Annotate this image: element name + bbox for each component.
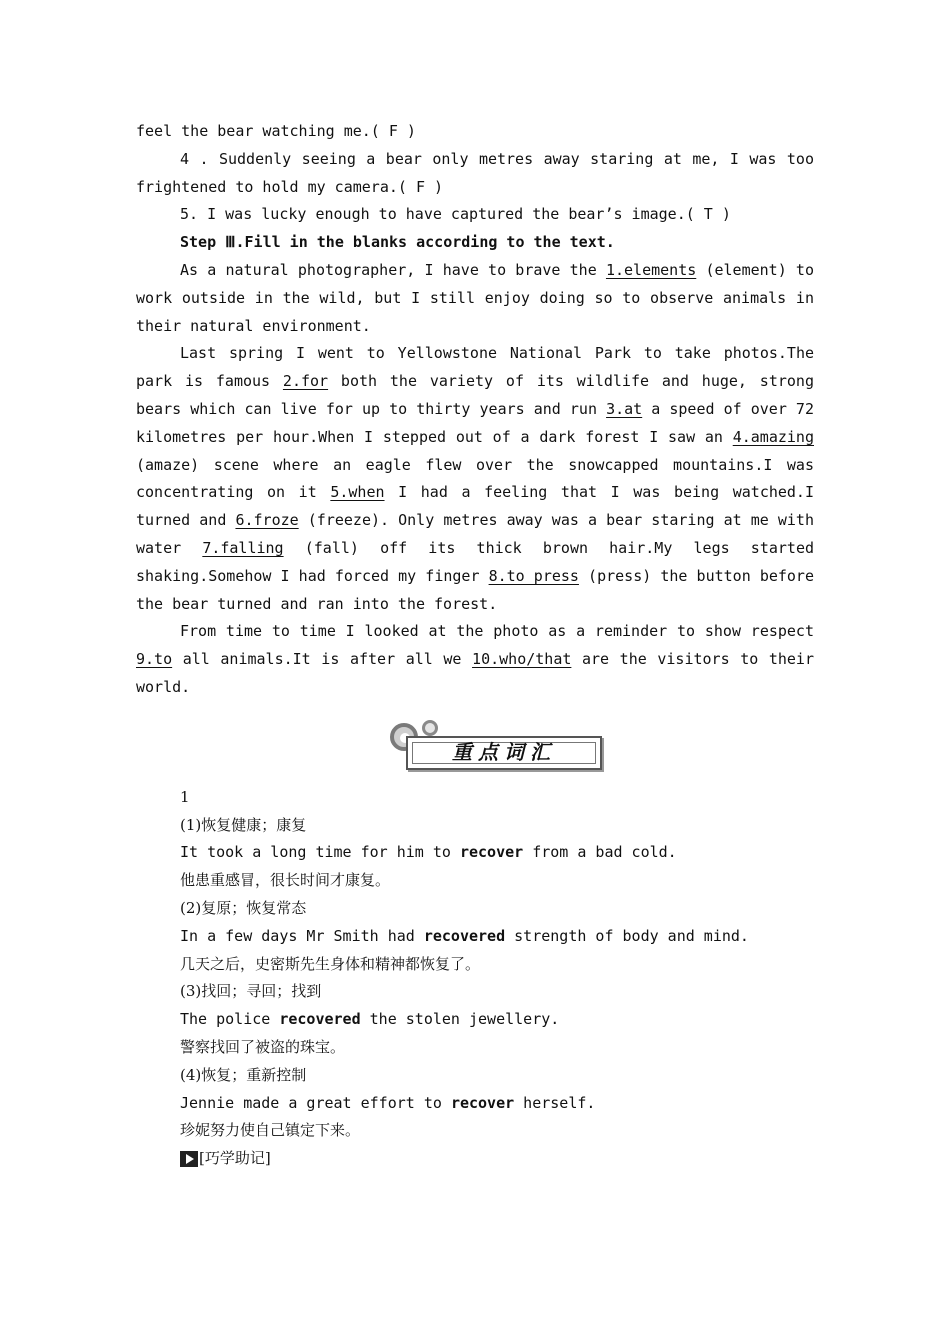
sense-4-translation: 珍妮努力使自己镇定下来。	[180, 1121, 361, 1140]
sense-1-example: It took a long time for him to recover from a bad cold.	[180, 843, 677, 862]
banner-title: 重点词汇	[412, 742, 596, 764]
answer-6: 6.froze	[235, 511, 299, 530]
keyword: recover	[450, 1093, 515, 1112]
play-icon	[180, 1151, 198, 1167]
passage-paragraph-3: From time to time I looked at the photo as a reminder to show respect 9.to all animals.It is after all we 10.who/that are the visitors to their world.	[136, 622, 814, 696]
keyword: recovered	[279, 1010, 361, 1029]
memory-tip-label: [巧学助记]	[199, 1149, 271, 1168]
sense-2-translation: 几天之后，史密斯先生身体和精神都恢复了。	[180, 954, 481, 973]
sense-4-title: (4)恢复；重新控制	[180, 1065, 307, 1084]
answer-7: 7.falling	[202, 538, 284, 557]
banner-box	[406, 736, 602, 770]
answer-3: 3.at	[606, 399, 643, 418]
answer-5: 5.when	[330, 483, 385, 502]
sense-2-title: (2)复原；恢复常态	[180, 898, 307, 917]
section-banner	[136, 702, 814, 798]
vocab-section	[180, 784, 814, 1173]
question-5: 5. I was lucky enough to have captured the bear’s image.( T )	[180, 205, 731, 224]
memory-tip	[180, 1145, 814, 1173]
sense-3-example: The police recovered the stolen jewellery.	[180, 1010, 560, 1029]
question-4: 4 . Suddenly seeing a bear only metres away staring at me, I was too frightened to hold my camera.( F )	[136, 149, 814, 196]
answer-10: 10.who/that	[472, 650, 572, 669]
answer-2: 2.for	[282, 372, 329, 391]
keyword: recover	[459, 843, 524, 862]
banner-small-circle-decoration	[422, 720, 438, 736]
question-3-tail: feel the bear watching me.( F )	[136, 122, 416, 140]
sense-1-title: (1)恢复健康；康复	[180, 815, 307, 834]
vocab-number: 1	[180, 787, 190, 806]
keyword: recovered	[423, 926, 506, 945]
page-content	[136, 118, 814, 1173]
sense-1-translation: 他患重感冒，很长时间才康复。	[180, 871, 391, 890]
sense-3-translation: 警察找回了被盗的珠宝。	[180, 1037, 346, 1056]
answer-1: 1.elements	[605, 260, 697, 279]
passage-paragraph-2: Last spring I went to Yellowstone National Park to take photos.The park is famous 2.for both the variety of its wildlife and huge, strong bears which can live for up to thirty years and run 3.at a speed of over 72 kilometres per hour.When I stepped out of a dark forest I saw an 4.amazing (amaze) scene where an eagle flew over the snowcapped mountains.I was concentrating on it 5.when I had a feeling that I was being watched.I turned and 6.froze (freeze). Only metres away was a bear staring at me with water 7.falling (fall) off its thick brown hair.My legs started shaking.Somehow I had forced my finger 8.to press (press) the button before the bear turned and ran into the forest.	[136, 344, 815, 613]
passage-paragraph-1: As a natural photographer, I have to brave the 1.elements (element) to work outside in the wild, but I still enjoy doing so to observe animals in their natural environment.	[136, 260, 814, 335]
answer-9: 9.to	[136, 650, 173, 669]
sense-2-example: In a few days Mr Smith had recovered strength of body and mind.	[180, 926, 749, 945]
step-3-heading: Step Ⅲ.Fill in the blanks according to the text.	[180, 233, 615, 252]
sense-4-example: Jennie made a great effort to recover herself.	[180, 1093, 596, 1112]
sense-3-title: (3)找回；寻回；找到	[180, 982, 322, 1001]
answer-8: 8.to press	[488, 566, 579, 585]
answer-4: 4.amazing	[732, 427, 814, 446]
